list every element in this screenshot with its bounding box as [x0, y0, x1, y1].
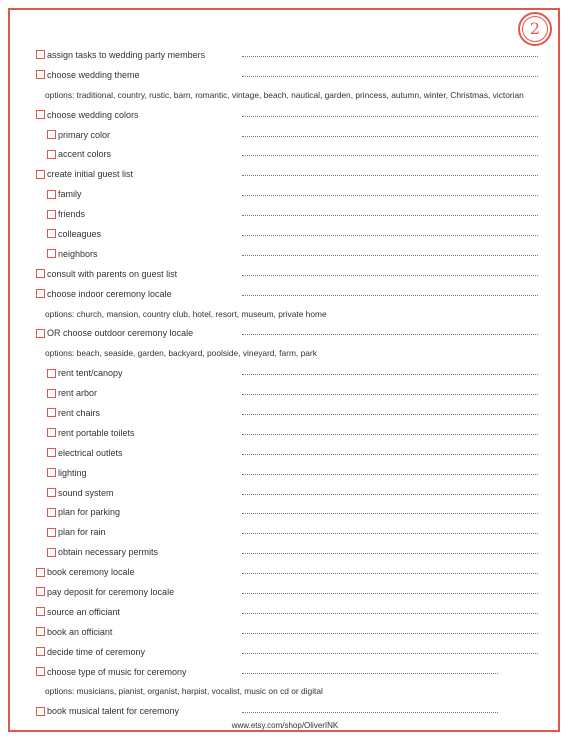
checkbox[interactable] — [36, 627, 45, 636]
checkbox[interactable] — [47, 229, 56, 238]
task-item — [36, 602, 536, 622]
checkbox[interactable] — [36, 568, 45, 577]
dotted-leader-line — [242, 76, 538, 77]
task-label: primary color — [58, 129, 111, 140]
subtask-item — [36, 184, 536, 204]
task-item — [36, 323, 536, 343]
task-label: choose indoor ceremony locale — [47, 288, 172, 299]
checkbox[interactable] — [47, 468, 56, 477]
task-item — [36, 264, 536, 284]
dotted-leader-line — [242, 295, 538, 296]
task-label: sound system — [58, 487, 114, 498]
task-item — [36, 701, 536, 721]
task-label: plan for parking — [58, 507, 121, 518]
checkbox[interactable] — [47, 369, 56, 378]
task-label: rent tent/canopy — [58, 368, 123, 379]
dotted-leader-line — [242, 573, 538, 574]
dotted-leader-line — [242, 633, 538, 634]
dotted-leader-line — [242, 673, 498, 674]
task-label: choose wedding colors — [47, 109, 139, 120]
options-note: options: beach, seaside, garden, backyard, poolside, vineyard, farm, park — [45, 348, 317, 359]
dotted-leader-line — [242, 394, 538, 395]
checkbox[interactable] — [47, 408, 56, 417]
subtask-item — [36, 224, 536, 244]
task-label: family — [58, 189, 82, 200]
page-number: 2 — [522, 16, 548, 42]
checkbox[interactable] — [36, 289, 45, 298]
subtask-item — [36, 463, 536, 483]
task-label: book musical talent for ceremony — [47, 706, 180, 717]
checkbox[interactable] — [36, 707, 45, 716]
dotted-leader-line — [242, 195, 538, 196]
task-label: obtain necessary permits — [58, 547, 159, 558]
dotted-leader-line — [242, 593, 538, 594]
task-label: choose type of music for ceremony — [47, 666, 187, 677]
dotted-leader-line — [242, 533, 538, 534]
checkbox[interactable] — [36, 587, 45, 596]
task-label: consult with parents on guest list — [47, 268, 178, 279]
footer-url: www.etsy.com/shop/OliverINK — [231, 721, 339, 730]
dotted-leader-line — [242, 275, 538, 276]
dotted-leader-line — [242, 494, 538, 495]
checkbox[interactable] — [47, 548, 56, 557]
subtask-item — [36, 383, 536, 403]
dotted-leader-line — [242, 434, 538, 435]
checkbox[interactable] — [47, 249, 56, 258]
options-note: options: church, mansion, country club, hotel, resort, museum, private home — [45, 308, 327, 319]
task-label: plan for rain — [58, 527, 106, 538]
task-label: OR choose outdoor ceremony locale — [47, 328, 194, 339]
checkbox[interactable] — [47, 150, 56, 159]
task-item — [36, 105, 536, 125]
subtask-item — [36, 443, 536, 463]
checkbox[interactable] — [47, 448, 56, 457]
checkbox[interactable] — [47, 428, 56, 437]
subtask-item — [36, 204, 536, 224]
task-label: colleagues — [58, 228, 102, 239]
task-label: choose wedding theme — [47, 69, 140, 80]
task-item — [36, 65, 536, 85]
task-label: accent colors — [58, 149, 112, 160]
task-item — [36, 164, 536, 184]
page-number-badge — [518, 12, 552, 46]
dotted-leader-line — [242, 215, 538, 216]
task-item — [36, 582, 536, 602]
checkbox[interactable] — [36, 110, 45, 119]
task-item — [36, 642, 536, 662]
task-label: rent chairs — [58, 407, 101, 418]
dotted-leader-line — [242, 553, 538, 554]
checkbox[interactable] — [36, 607, 45, 616]
dotted-leader-line — [242, 454, 538, 455]
subtask-item — [36, 125, 536, 145]
dotted-leader-line — [242, 374, 538, 375]
subtask-item — [36, 483, 536, 503]
dotted-leader-line — [242, 474, 538, 475]
dotted-leader-line — [242, 414, 538, 415]
task-item — [36, 284, 536, 304]
task-item — [36, 622, 536, 642]
dotted-leader-line — [242, 653, 538, 654]
checkbox[interactable] — [36, 329, 45, 338]
subtask-item — [36, 144, 536, 164]
subtask-item — [36, 423, 536, 443]
task-label: lighting — [58, 467, 87, 478]
dotted-leader-line — [242, 235, 538, 236]
checklist — [36, 45, 536, 721]
checkbox[interactable] — [36, 70, 45, 79]
dotted-leader-line — [242, 56, 538, 57]
dotted-leader-line — [242, 155, 538, 156]
checkbox[interactable] — [36, 269, 45, 278]
checkbox[interactable] — [36, 50, 45, 59]
task-label: assign tasks to wedding party members — [47, 49, 206, 60]
subtask-item — [36, 244, 536, 264]
checkbox[interactable] — [36, 170, 45, 179]
dotted-leader-line — [242, 613, 538, 614]
task-label: electrical outlets — [58, 447, 123, 458]
dotted-leader-line — [242, 116, 538, 117]
dotted-leader-line — [242, 136, 538, 137]
dotted-leader-line — [242, 712, 498, 713]
task-item — [36, 562, 536, 582]
task-item — [36, 45, 536, 65]
task-label: book an officiant — [47, 626, 113, 637]
checkbox[interactable] — [47, 190, 56, 199]
dotted-leader-line — [242, 513, 538, 514]
task-label: neighbors — [58, 248, 98, 259]
checkbox[interactable] — [47, 210, 56, 219]
subtask-item — [36, 502, 536, 522]
dotted-leader-line — [242, 334, 538, 335]
subtask-item — [36, 542, 536, 562]
options-note: options: musicians, pianist, organist, harpist, vocalist, music on cd or digital — [45, 686, 323, 697]
options-note: options: traditional, country, rustic, barn, romantic, vintage, beach, nautical, garden, princess, autumn, winter, Christmas, victorian — [45, 89, 524, 100]
subtask-item — [36, 363, 536, 383]
task-label: decide time of ceremony — [47, 646, 146, 657]
subtask-item — [36, 522, 536, 542]
task-item — [36, 662, 536, 682]
dotted-leader-line — [242, 255, 538, 256]
dotted-leader-line — [242, 175, 538, 176]
subtask-item — [36, 403, 536, 423]
task-label: pay deposit for ceremony locale — [47, 586, 175, 597]
checkbox[interactable] — [47, 508, 56, 517]
task-label: create initial guest list — [47, 169, 134, 180]
checkbox[interactable] — [36, 667, 45, 676]
task-label: source an officiant — [47, 606, 120, 617]
task-label: friends — [58, 209, 86, 220]
task-label: book ceremony locale — [47, 567, 135, 578]
checkbox[interactable] — [47, 389, 56, 398]
checkbox[interactable] — [36, 647, 45, 656]
task-label: rent portable toilets — [58, 427, 135, 438]
checkbox[interactable] — [47, 130, 56, 139]
checkbox[interactable] — [47, 528, 56, 537]
checkbox[interactable] — [47, 488, 56, 497]
task-label: rent arbor — [58, 388, 98, 399]
